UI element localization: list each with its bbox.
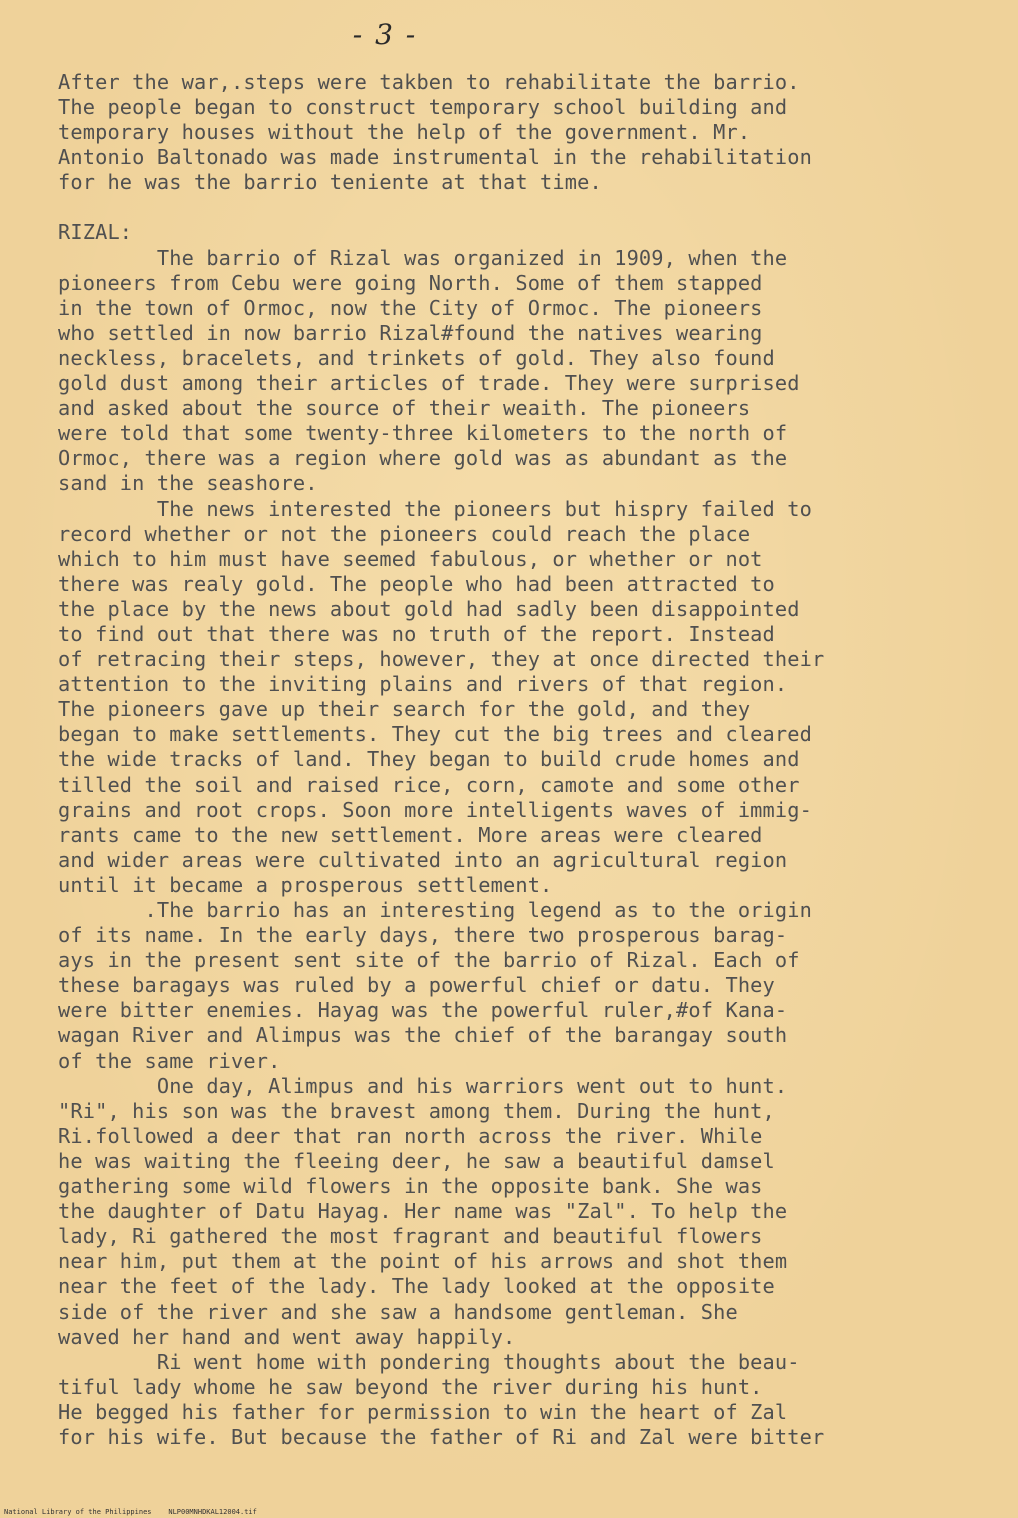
paragraph-gap [58, 195, 988, 220]
text-line: The pioneers gave up their search for the gold, and they [58, 697, 751, 722]
text-line: near the feet of the lady. The lady looked at the opposite [58, 1274, 775, 1299]
document-body [58, 70, 988, 1450]
text-line: One day, Alimpus and his warriors went out to hunt. [58, 1073, 788, 1098]
text-line: .The barrio has an interesting legend as to the origin [58, 898, 812, 922]
text-line: Antonio Baltonado was made instrumental in the rehabilitation [58, 145, 812, 170]
section-rizal [58, 220, 988, 1450]
text-line: the wide tracks of land. They began to build crude homes and [58, 747, 800, 772]
text-line: until it became a prosperous settlement. [58, 872, 553, 897]
section-heading: RIZAL: [58, 220, 133, 245]
archive-footer: National Library of the Philippines NLP00MNHDKAL12004.tif [4, 1508, 257, 1516]
text-line: Ri.followed a deer that ran north across the river. While [58, 1123, 763, 1148]
text-line: and wider areas were cultivated into an agricultural region [58, 847, 788, 872]
text-line: of the same river. [58, 1048, 281, 1073]
text-line: were told that some twenty-three kilometers to the north of [58, 421, 788, 446]
text-line: which to him must have seemed fabulous, or whether or not [58, 546, 763, 571]
text-line: for his wife. But because the father of Ri and Zal were bitter [58, 1424, 825, 1449]
text-line: to find out that there was no truth of the report. Instead [58, 621, 775, 646]
text-line: attention to the inviting plains and rivers of that region. [58, 672, 788, 697]
text-line: wagan River and Alimpus was the chief of the barangay south [58, 1023, 788, 1048]
paragraph-rehabilitation [58, 70, 988, 195]
text-line: sand in the seashore. [58, 471, 318, 496]
text-line: neckless, bracelets, and trinkets of gold. They also found [58, 345, 775, 370]
text-line: lady, Ri gathered the most fragrant and beautiful flowers [58, 1224, 763, 1249]
text-line: tilled the soil and raised rice, corn, camote and some other [58, 772, 800, 797]
text-line: temporary houses without the help of the government. Mr. [58, 120, 751, 145]
text-line: The news interested the pioneers but hispry failed to [58, 496, 812, 521]
text-line: began to make settlements. They cut the big trees and cleared [58, 722, 812, 747]
text-line: record whether or not the pioneers could reach the place [58, 521, 751, 546]
text-line: gold dust among their articles of trade. They were surprised [58, 371, 800, 396]
text-line: these baragays was ruled by a powerful chief or datu. They [58, 973, 775, 998]
text-line: side of the river and she saw a handsome gentleman. She [58, 1299, 738, 1324]
text-line: who settled in now barrio Rizal#found the natives wearing [58, 320, 763, 345]
text-line: the place by the news about gold had sadly been disappointed [58, 596, 800, 621]
text-line: the daughter of Datu Hayag. Her name was "Zal". To help the [58, 1199, 788, 1224]
text-line: After the war,.steps were takben to rehabilitate the barrio. [58, 70, 800, 94]
text-line: grains and root crops. Soon more intelligents waves of immig- [58, 797, 812, 822]
text-line: Ri went home with pondering thoughts about the beau- [58, 1349, 800, 1374]
text-line: he was waiting the fleeing deer, he saw a beautiful damsel [58, 1148, 775, 1173]
text-line: waved her hand and went away happily. [58, 1324, 516, 1349]
text-line: He begged his father for permission to win the heart of Zal [58, 1399, 788, 1424]
text-line: Ormoc, there was a region where gold was as abundant as the [58, 446, 788, 471]
text-line: in the town of Ormoc, now the City of Ormoc. The pioneers [58, 295, 763, 320]
text-line: The people began to construct temporary school building and [58, 95, 788, 120]
text-line: of retracing their steps, however, they at once directed their [58, 647, 825, 672]
text-line: and asked about the source of their weaith. The pioneers [58, 396, 751, 421]
text-line: The barrio of Rizal was organized in 1909, when the [58, 245, 788, 270]
text-line: "Ri", his son was the bravest among them. During the hunt, [58, 1098, 775, 1123]
text-line: rants came to the new settlement. More areas were cleared [58, 822, 763, 847]
text-line: pioneers from Cebu were going North. Some of them stapped [58, 270, 763, 295]
text-line: of its name. In the early days, there two prosperous barag- [58, 923, 788, 948]
text-line: near him, put them at the point of his arrows and shot them [58, 1249, 788, 1274]
text-line: were bitter enemies. Hayag was the powerful ruler,#of Kana- [58, 998, 788, 1023]
text-line: tiful lady whome he saw beyond the river during his hunt. [58, 1374, 763, 1399]
text-line: for he was the barrio teniente at that time. [58, 170, 602, 195]
text-line: gathering some wild flowers in the opposite bank. She was [58, 1174, 763, 1199]
text-line: ays in the present sent site of the barrio of Rizal. Each of [58, 948, 800, 973]
page-number: - 3 - [352, 18, 418, 51]
text-line: there was realy gold. The people who had been attracted to [58, 571, 775, 596]
